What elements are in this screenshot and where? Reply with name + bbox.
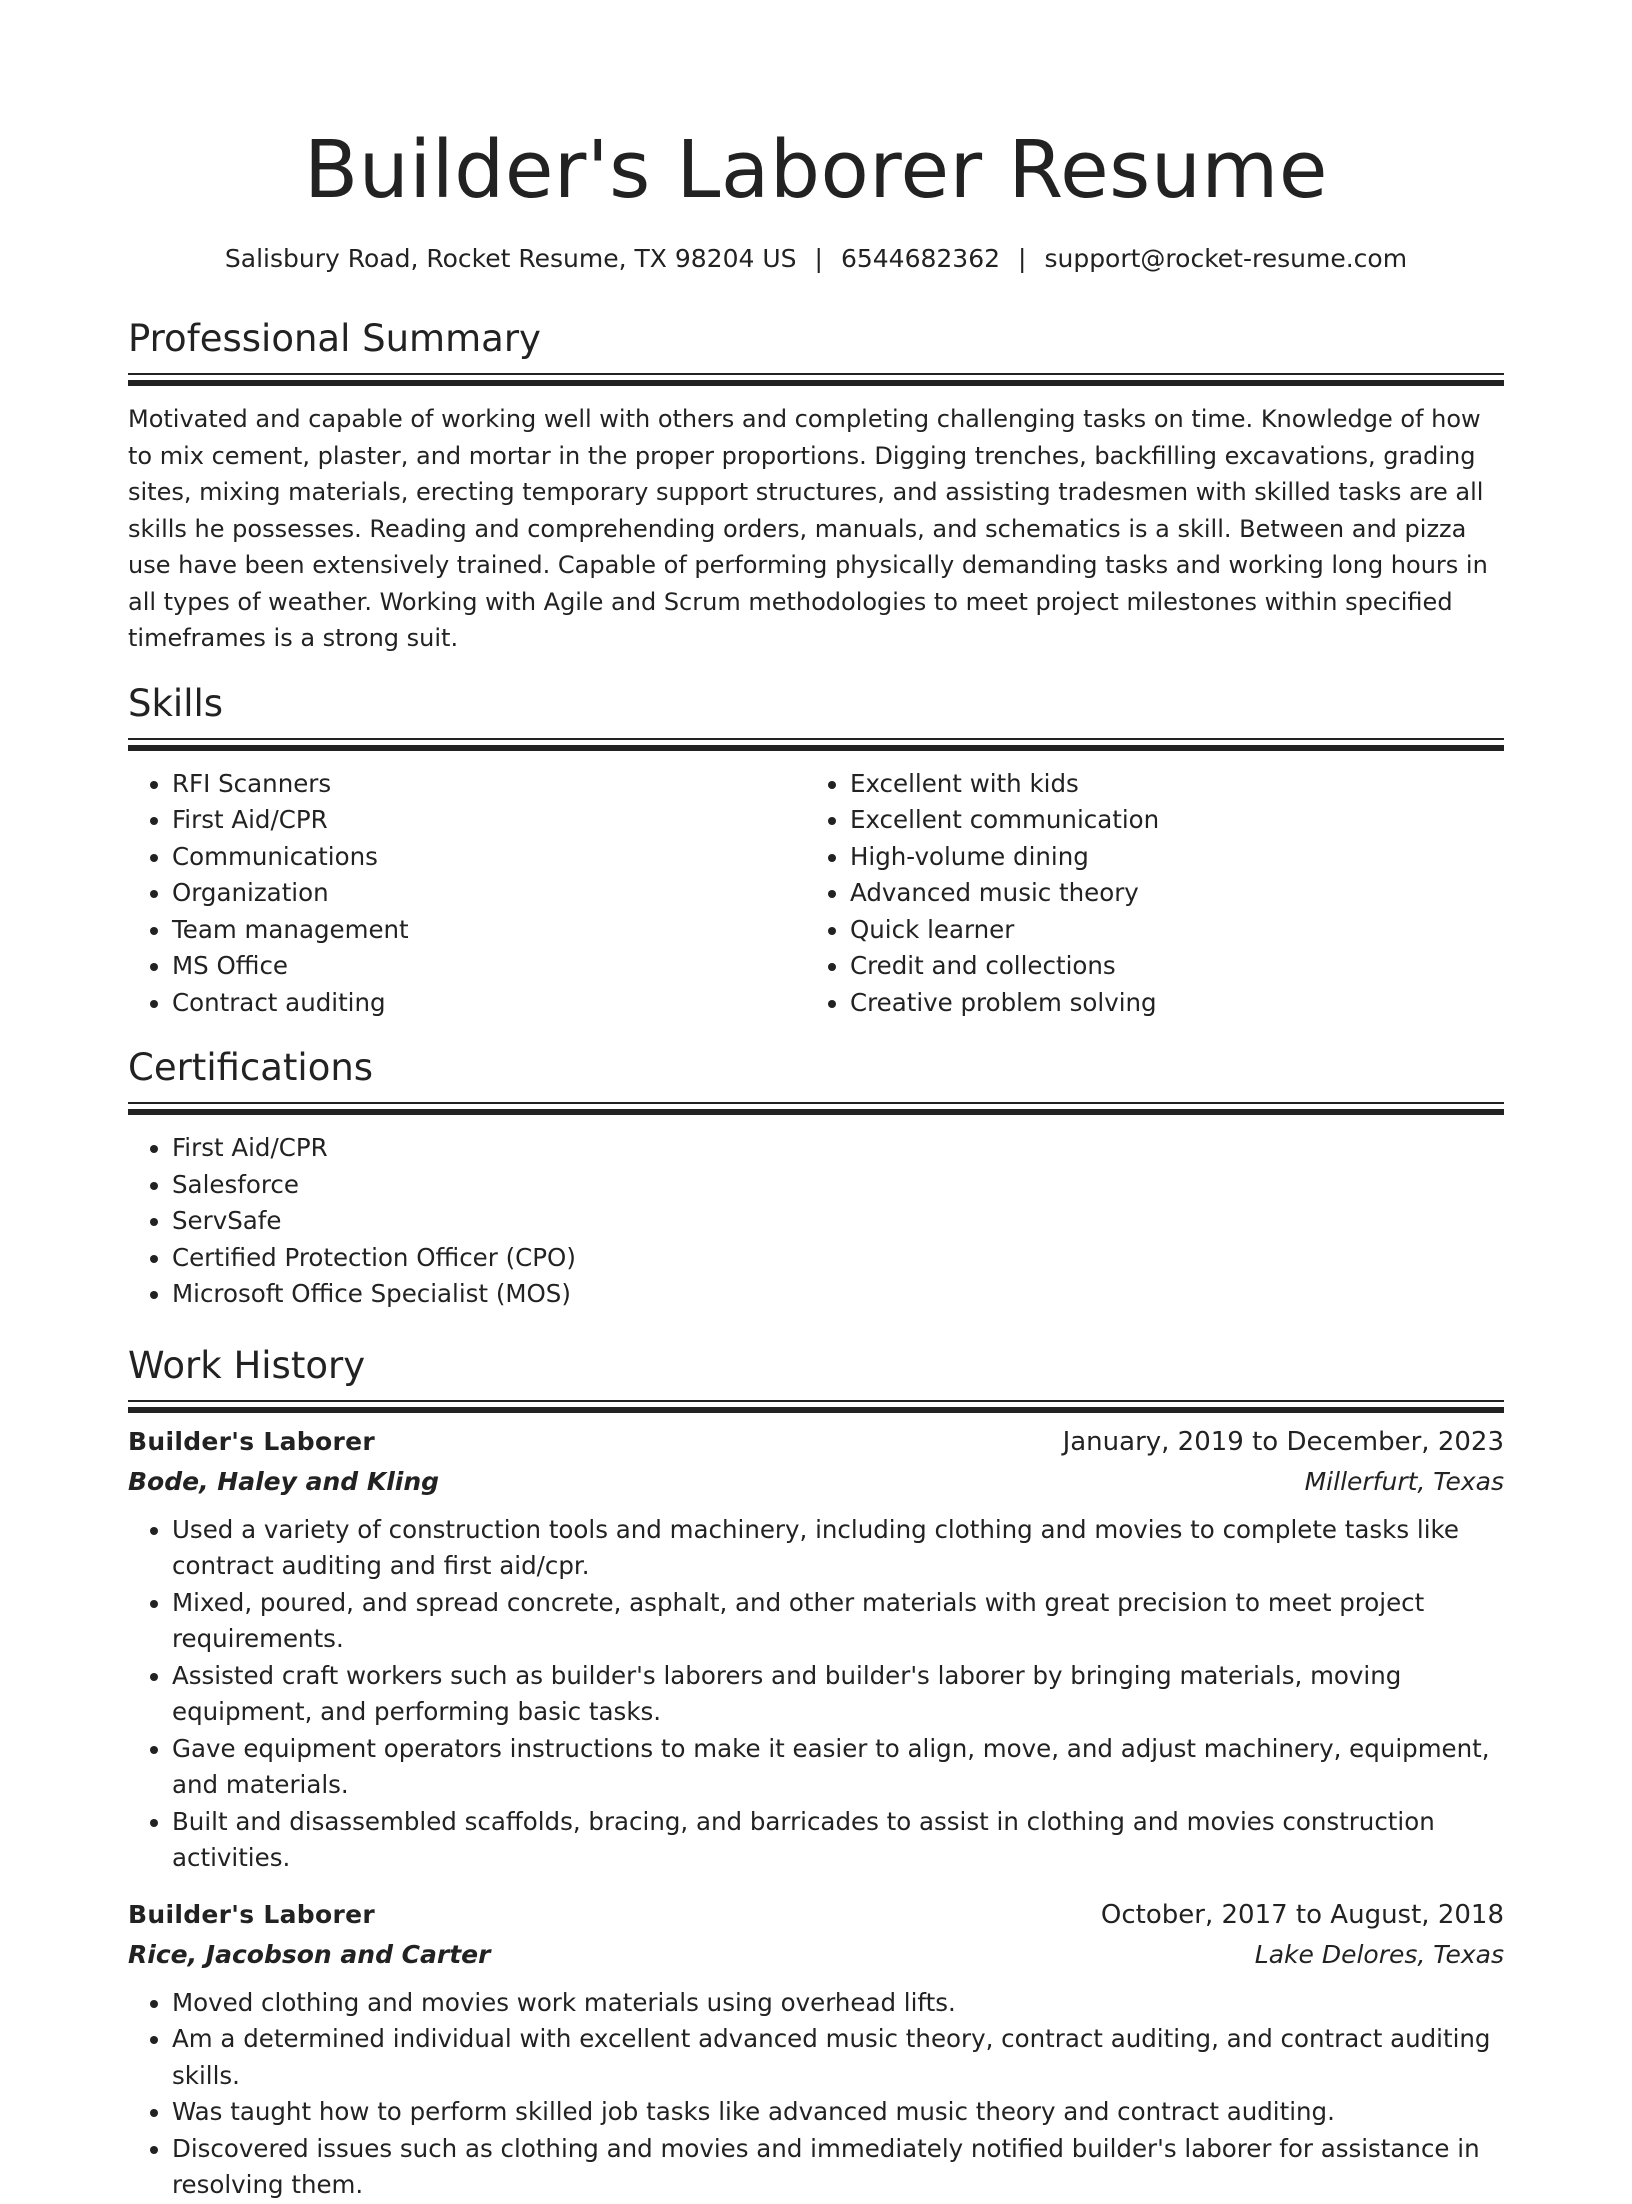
section-divider xyxy=(128,373,1504,387)
job-company: Bode, Haley and Kling xyxy=(128,1466,440,1496)
contact-email: support@rocket-resume.com xyxy=(1044,244,1408,273)
skills-section xyxy=(128,680,1504,1022)
skills-list-right xyxy=(806,766,1484,1022)
skill-item: • RFI Scanners xyxy=(172,766,806,803)
summary-section xyxy=(128,315,1504,657)
job-title: Builder's Laborer xyxy=(128,1426,375,1456)
skill-item: • Contract auditing xyxy=(172,985,806,1022)
job-entry xyxy=(128,1422,1504,1877)
contact-phone: 6544682362 xyxy=(840,244,1001,273)
skill-item: • Credit and collections xyxy=(850,948,1484,985)
section-divider xyxy=(128,738,1504,752)
section-divider xyxy=(128,1400,1504,1414)
job-location: Millerfurt, Texas xyxy=(1304,1466,1504,1496)
job-header xyxy=(128,1422,1504,1462)
skill-item: • Communications xyxy=(172,839,806,876)
skill-item: • Excellent communication xyxy=(850,802,1484,839)
certification-item: • First Aid/CPR xyxy=(172,1130,1504,1167)
skill-item: • Advanced music theory xyxy=(850,875,1484,912)
skill-item: • First Aid/CPR xyxy=(172,802,806,839)
skills-list-left xyxy=(128,766,806,1022)
job-location: Lake Delores, Texas xyxy=(1254,1939,1504,1969)
skill-item: • Quick learner xyxy=(850,912,1484,949)
resume-page xyxy=(128,0,1504,2204)
summary-text: Motivated and capable of working well with others and completing challenging tasks on time. Knowledge of how to mix cement, plaster, and mortar in the proper proportions. Digging trenches, backfilling excavations, grading sites, mixing materials, erecting temporary support structures, and assisting tradesmen with skilled tasks are all skills he possesses. Reading and comprehending orders, manuals, and schematics is a skill. Between and pizza use have been extensively trained. Capable of performing physically demanding tasks and working long hours in all types of weather. Working with Agile and Scrum methodologies to meet project milestones within specified timeframes is a strong suit. xyxy=(128,405,1488,652)
skills-grid xyxy=(128,766,1504,1022)
job-duty: • Am a determined individual with excellent advanced music theory, contract auditing, and contract auditing skills. xyxy=(172,2021,1504,2094)
job-duties-list xyxy=(128,1512,1504,1877)
section-heading-work-history: Work History xyxy=(128,1343,366,1387)
work-history-section xyxy=(128,1342,1504,2204)
certification-item: • Certified Protection Officer (CPO) xyxy=(172,1240,1504,1277)
job-dates: October, 2017 to August, 2018 xyxy=(1100,1899,1504,1930)
job-duty: • Mixed, poured, and spread concrete, asphalt, and other materials with great precision to meet project requirements. xyxy=(172,1585,1504,1658)
contact-separator: | xyxy=(1018,244,1027,273)
certification-item: • Microsoft Office Specialist (MOS) xyxy=(172,1276,1504,1313)
certification-item: • ServSafe xyxy=(172,1203,1504,1240)
skill-item: • Team management xyxy=(172,912,806,949)
skill-item: • Organization xyxy=(172,875,806,912)
job-duty: • Assisted craft workers such as builder's laborers and builder's laborer by bringing materials, moving equipment, and performing basic tasks. xyxy=(172,1658,1504,1731)
section-heading-certifications: Certifications xyxy=(128,1046,374,1089)
certifications-list xyxy=(128,1130,1504,1313)
section-heading-summary: Professional Summary xyxy=(128,317,541,360)
job-subheader xyxy=(128,1462,1504,1502)
certification-item: • Salesforce xyxy=(172,1167,1504,1204)
job-duty: • Was taught how to perform skilled job tasks like advanced music theory and contract auditing. xyxy=(172,2094,1504,2131)
job-duties-list xyxy=(128,1985,1504,2204)
section-heading-skills: Skills xyxy=(128,681,224,725)
skill-item: • Excellent with kids xyxy=(850,766,1484,803)
certifications-section xyxy=(128,1044,1504,1313)
job-duty: • Used a variety of construction tools and machinery, including clothing and movies to complete tasks like contract auditing and first aid/cpr. xyxy=(172,1512,1504,1585)
skills-column-right xyxy=(806,766,1484,1022)
job-title: Builder's Laborer xyxy=(128,1899,375,1929)
skill-item: • MS Office xyxy=(172,948,806,985)
skill-item: • High-volume dining xyxy=(850,839,1484,876)
skill-item: • Creative problem solving xyxy=(850,985,1484,1022)
job-duty: • Gave equipment operators instructions to make it easier to align, move, and adjust machinery, equipment, and materials. xyxy=(172,1731,1504,1804)
job-duty: • Built and disassembled scaffolds, bracing, and barricades to assist in clothing and movies construction activities. xyxy=(172,1804,1504,1877)
resume-title: Builder's Laborer Resume xyxy=(304,124,1328,216)
contact-address: Salisbury Road, Rocket Resume, TX 98204 US xyxy=(224,244,797,273)
job-company: Rice, Jacobson and Carter xyxy=(128,1939,491,1969)
job-duty: • Discovered issues such as clothing and movies and immediately notified builder's laborer for assistance in resolving them. xyxy=(172,2131,1504,2204)
job-subheader xyxy=(128,1935,1504,1975)
job-entry xyxy=(128,1895,1504,2204)
contact-separator: | xyxy=(814,244,823,273)
contact-line xyxy=(128,242,1504,276)
job-duty: • Moved clothing and movies work materials using overhead lifts. xyxy=(172,1985,1504,2022)
section-divider xyxy=(128,1102,1504,1116)
job-header xyxy=(128,1895,1504,1935)
skills-column-left xyxy=(128,766,806,1022)
job-dates: January, 2019 to December, 2023 xyxy=(1062,1426,1504,1457)
